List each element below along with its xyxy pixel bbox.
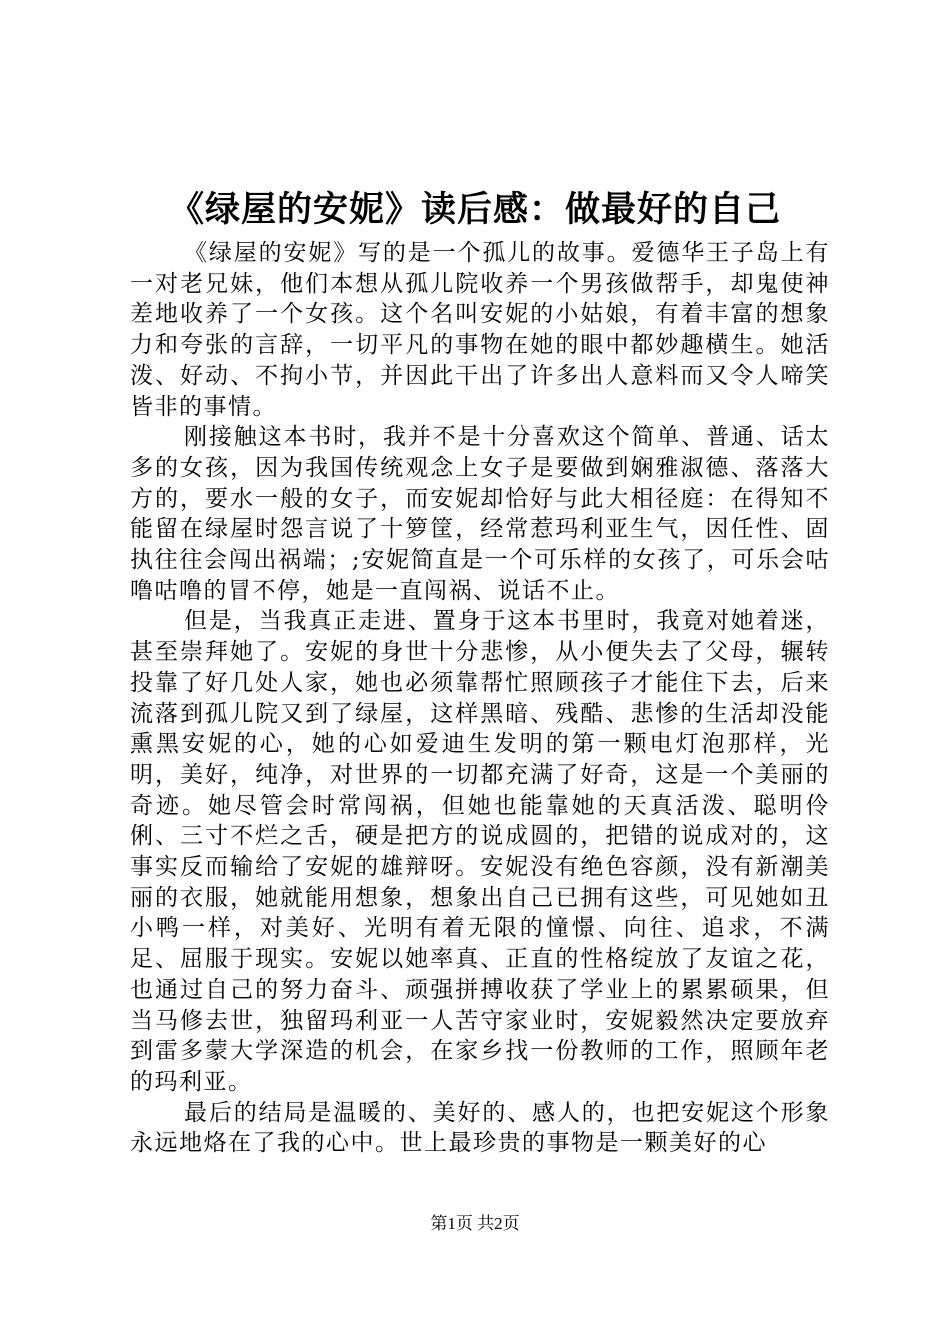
paragraph-3: 但是，当我真正走进、置身于这本书里时，我竟对她着迷，甚至崇拜她了。安妮的身世十分悲惨，从小便失去了父母，辗转投靠了好几处人家，她也必须靠帮忙照顾孩子才能住下去，后来流落到孤儿院又到了绿屋，这样黑暗、残酷、悲惨的生活却没能熏黑安妮的心，她的心如爱迪生发明的第一颗电灯泡那样，光明，美好，纯净，对世界的一切都充满了好奇，这是一个美丽的奇迹。她尽管会时常闯祸，但她也能靠她的天真活泼、聪明伶俐、三寸不烂之舌，硬是把方的说成圆的，把错的说成对的，这事实反而输给了安妮的雄辩呀。安妮没有绝色容颜，没有新潮美丽的衣服，她就能用想象，想象出自己已拥有这些，可见她如丑小鸭一样，对美好、光明有着无限的憧憬、向往、追求，不满足、屈服于现实。安妮以她率真、正直的性格绽放了友谊之花，也通过自己的努力奋斗、顽强拼搏收获了学业上的累累硕果，但当马修去世，独留玛利亚一人苦守家业时，安妮毅然决定要放弃到雷多蒙大学深造的机会，在家乡找一份教师的工作，照顾年老的玛利亚。 — [130, 608, 830, 1095]
paragraph-2: 刚接触这本书时，我并不是十分喜欢这个简单、普通、话太多的女孩，因为我国传统观念上女子是要做到娴雅淑德、落落大方的，要水一般的女子，而安妮却恰好与此大相径庭：在得知不能留在绿屋时怨言说了十箩筐，经常惹玛利亚生气，因任性、固执往往会闯出祸端；;安妮简直是一个可乐样的女孩了，可乐会咕噜咕噜的冒不停，她是一直闯祸、说话不止。 — [130, 424, 830, 604]
paragraph-4: 最后的结局是温暖的、美好的、感人的，也把安妮这个形象永远地烙在了我的心中。世上最珍贵的事物是一颗美好的心 — [130, 1099, 830, 1157]
document-body — [130, 238, 830, 1159]
document-title: 《绿屋的安妮》读后感：做最好的自己 — [168, 189, 781, 230]
page-footer: 第1页 共2页 — [430, 1214, 520, 1233]
paragraph-1: 《绿屋的安妮》写的是一个孤儿的故事。爱德华王子岛上有一对老兄妹，他们本想从孤儿院收养一个男孩做帮手，却鬼使神差地收养了一个女孩。这个名叫安妮的小姑娘，有着丰富的想象力和夸张的言辞，一切平凡的事物在她的眼中都妙趣横生。她活泼、好动、不拘小节，并因此干出了许多出人意料而又令人啼笑皆非的事情。 — [130, 240, 830, 420]
